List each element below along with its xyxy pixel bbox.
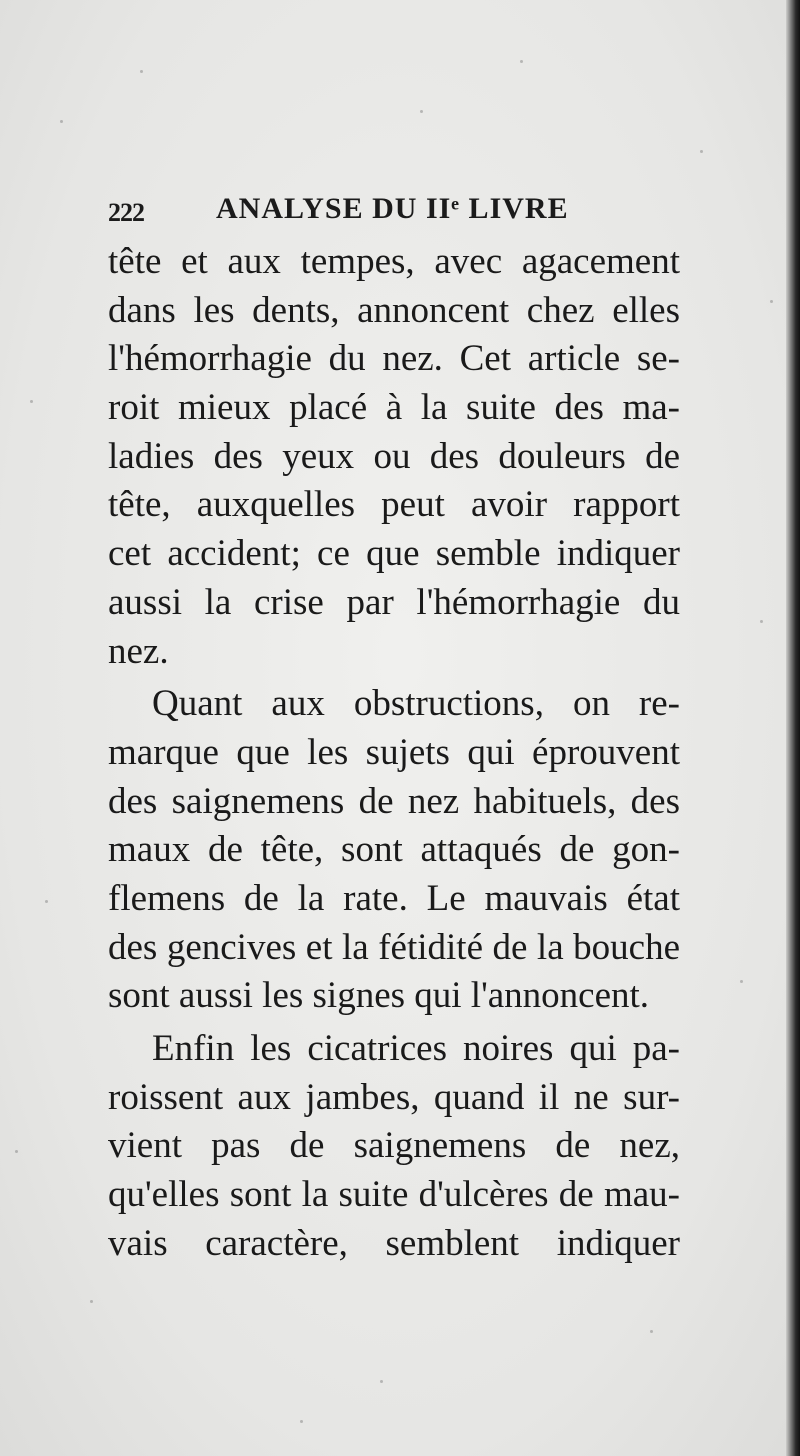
- text-line: nez.: [108, 630, 169, 672]
- text-line: l'hémorrhagie du nez. Cet article se-: [108, 338, 680, 380]
- running-title: ANALYSE DU IIᵉ LIVRE: [216, 192, 569, 225]
- text-line: vient pas de saignemens de nez,: [108, 1125, 680, 1167]
- text-line: Quant aux obstructions, on re-: [152, 683, 680, 725]
- paper-speck: [650, 1330, 653, 1333]
- paper-speck: [760, 620, 763, 623]
- body-text: [108, 238, 680, 1268]
- text-line: aussi la crise par l'hémorrhagie du: [108, 581, 680, 623]
- text-line: tête, auxquelles peut avoir rapport: [108, 484, 680, 526]
- paper-speck: [520, 60, 523, 63]
- text-line: roissent aux jambes, quand il ne sur-: [108, 1076, 680, 1118]
- text-line: Enfin les cicatrices noires qui pa-: [152, 1028, 680, 1069]
- text-line: des gencives et la fétidité de la bouche: [108, 926, 680, 968]
- text-line: dans les dents, annoncent chez elles: [108, 289, 680, 331]
- text-line: vais caractère, semblent indiquer: [108, 1222, 680, 1264]
- paper-speck: [30, 400, 33, 403]
- text-line: cet accident; ce que semble indiquer: [108, 533, 680, 575]
- text-line: maux de tête, sont attaqués de gon-: [108, 829, 680, 871]
- text-line: sont aussi les signes qui l'annoncent.: [108, 975, 650, 1017]
- paper-speck: [60, 120, 63, 123]
- page-number: 222: [108, 198, 144, 227]
- paper-speck: [45, 900, 48, 903]
- text-line: des saignemens de nez habituels, des: [108, 780, 680, 822]
- paper-speck: [770, 300, 773, 303]
- text-line: tête et aux tempes, avec agacement: [108, 241, 680, 282]
- text-line: marque que les sujets qui éprouvent: [108, 731, 680, 773]
- text-line: qu'elles sont la suite d'ulcères de mau-: [108, 1174, 680, 1216]
- page-edge-shadow: [786, 0, 800, 1456]
- text-line: flemens de la rate. Le mauvais état: [108, 877, 680, 919]
- paper-speck: [15, 1150, 18, 1153]
- paper-speck: [380, 1380, 383, 1383]
- paper-speck: [420, 110, 423, 113]
- paper-speck: [700, 150, 703, 153]
- paper-speck: [300, 1420, 303, 1423]
- paper-speck: [140, 70, 143, 73]
- paper-speck: [740, 980, 743, 983]
- page-header: [108, 192, 668, 236]
- text-line: ladies des yeux ou des douleurs de: [108, 435, 680, 477]
- paper-speck: [90, 1300, 93, 1303]
- text-line: roit mieux placé à la suite des ma-: [108, 387, 680, 429]
